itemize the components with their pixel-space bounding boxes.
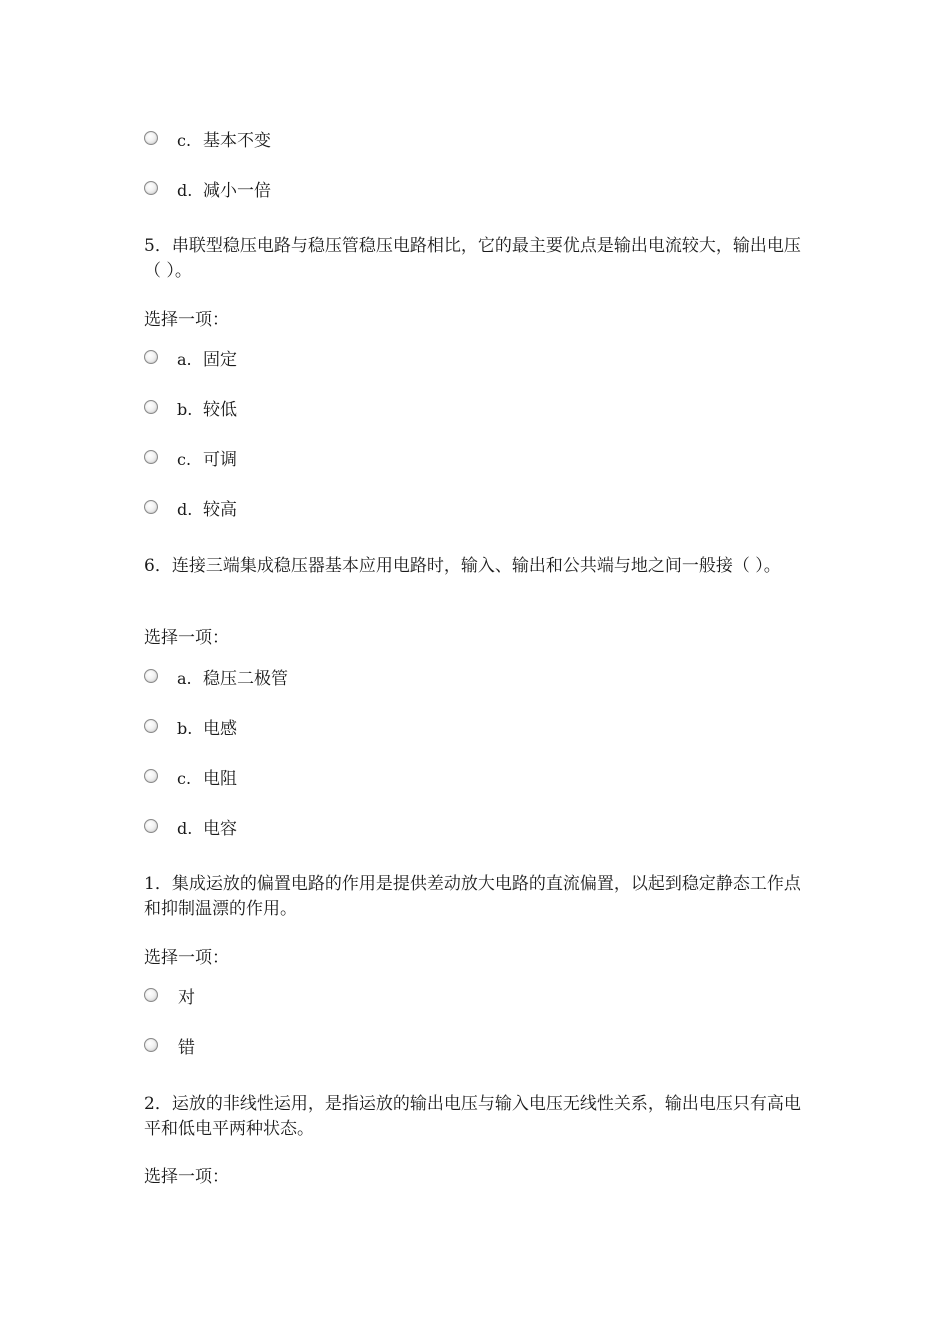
- radio-button-icon[interactable]: [144, 669, 158, 683]
- option-text: 电感: [203, 719, 237, 739]
- option-letter: c.: [177, 450, 192, 469]
- option-letter: b.: [177, 719, 193, 738]
- q5-option-a[interactable]: [144, 347, 237, 375]
- option-text: 稳压二极管: [203, 669, 288, 689]
- option-text: 基本不变: [203, 131, 271, 151]
- option-letter: b.: [177, 400, 193, 419]
- option-text: 较低: [203, 400, 237, 420]
- option-letter: d.: [177, 819, 193, 838]
- radio-button-icon[interactable]: [144, 450, 158, 464]
- option-text: 固定: [203, 350, 237, 370]
- option-letter: c.: [177, 131, 192, 150]
- q6-option-c[interactable]: [144, 766, 237, 794]
- radio-button-icon[interactable]: [144, 719, 158, 733]
- tf-question-2-prompt: 选择一项：: [144, 1167, 229, 1187]
- q6-option-d[interactable]: [144, 816, 237, 844]
- q5-option-c[interactable]: [144, 447, 237, 475]
- question-5-text: 5．串联型稳压电路与稳压管稳压电路相比，它的最主要优点是输出电流较大，输出电压（ ）。: [144, 236, 801, 281]
- option-text: 较高: [203, 500, 237, 520]
- option-text: 错: [178, 1038, 195, 1058]
- option-letter: c.: [177, 769, 192, 788]
- radio-button-icon[interactable]: [144, 500, 158, 514]
- radio-button-icon[interactable]: [144, 769, 158, 783]
- option-letter: d.: [177, 500, 193, 519]
- radio-button-icon[interactable]: [144, 350, 158, 364]
- radio-button-icon[interactable]: [144, 131, 158, 145]
- q5-option-b[interactable]: [144, 397, 237, 425]
- tf-question-1-prompt: 选择一项：: [144, 948, 229, 968]
- question-6-text: 6．连接三端集成稳压器基本应用电路时，输入、输出和公共端与地之间一般接（ ）。: [144, 556, 781, 576]
- radio-button-icon[interactable]: [144, 819, 158, 833]
- option-c-prev[interactable]: [144, 128, 271, 156]
- tf1-option-true[interactable]: [144, 985, 195, 1013]
- option-letter: d.: [177, 181, 193, 200]
- q6-option-a[interactable]: [144, 666, 288, 694]
- option-text: 电阻: [203, 769, 237, 789]
- question-5-prompt: 选择一项：: [144, 310, 229, 330]
- tf-question-1-text: 1．集成运放的偏置电路的作用是提供差动放大电路的直流偏置，以起到稳定静态工作点和抑制温漂的作用。: [144, 874, 801, 919]
- option-text: 可调: [203, 450, 237, 470]
- option-text: 对: [178, 988, 195, 1008]
- radio-button-icon[interactable]: [144, 988, 158, 1002]
- q5-option-d[interactable]: [144, 497, 237, 525]
- radio-button-icon[interactable]: [144, 400, 158, 414]
- radio-button-icon[interactable]: [144, 1038, 158, 1052]
- option-text: 减小一倍: [203, 181, 271, 201]
- q6-option-b[interactable]: [144, 716, 237, 744]
- option-letter: a.: [177, 669, 192, 688]
- option-text: 电容: [203, 819, 237, 839]
- question-6-prompt: 选择一项：: [144, 628, 229, 648]
- tf-question-2-text: 2．运放的非线性运用，是指运放的输出电压与输入电压无线性关系，输出电压只有高电平和低电平两种状态。: [144, 1094, 801, 1139]
- radio-button-icon[interactable]: [144, 181, 158, 195]
- option-d-prev[interactable]: [144, 178, 271, 206]
- option-letter: a.: [177, 350, 192, 369]
- tf1-option-false[interactable]: [144, 1035, 195, 1063]
